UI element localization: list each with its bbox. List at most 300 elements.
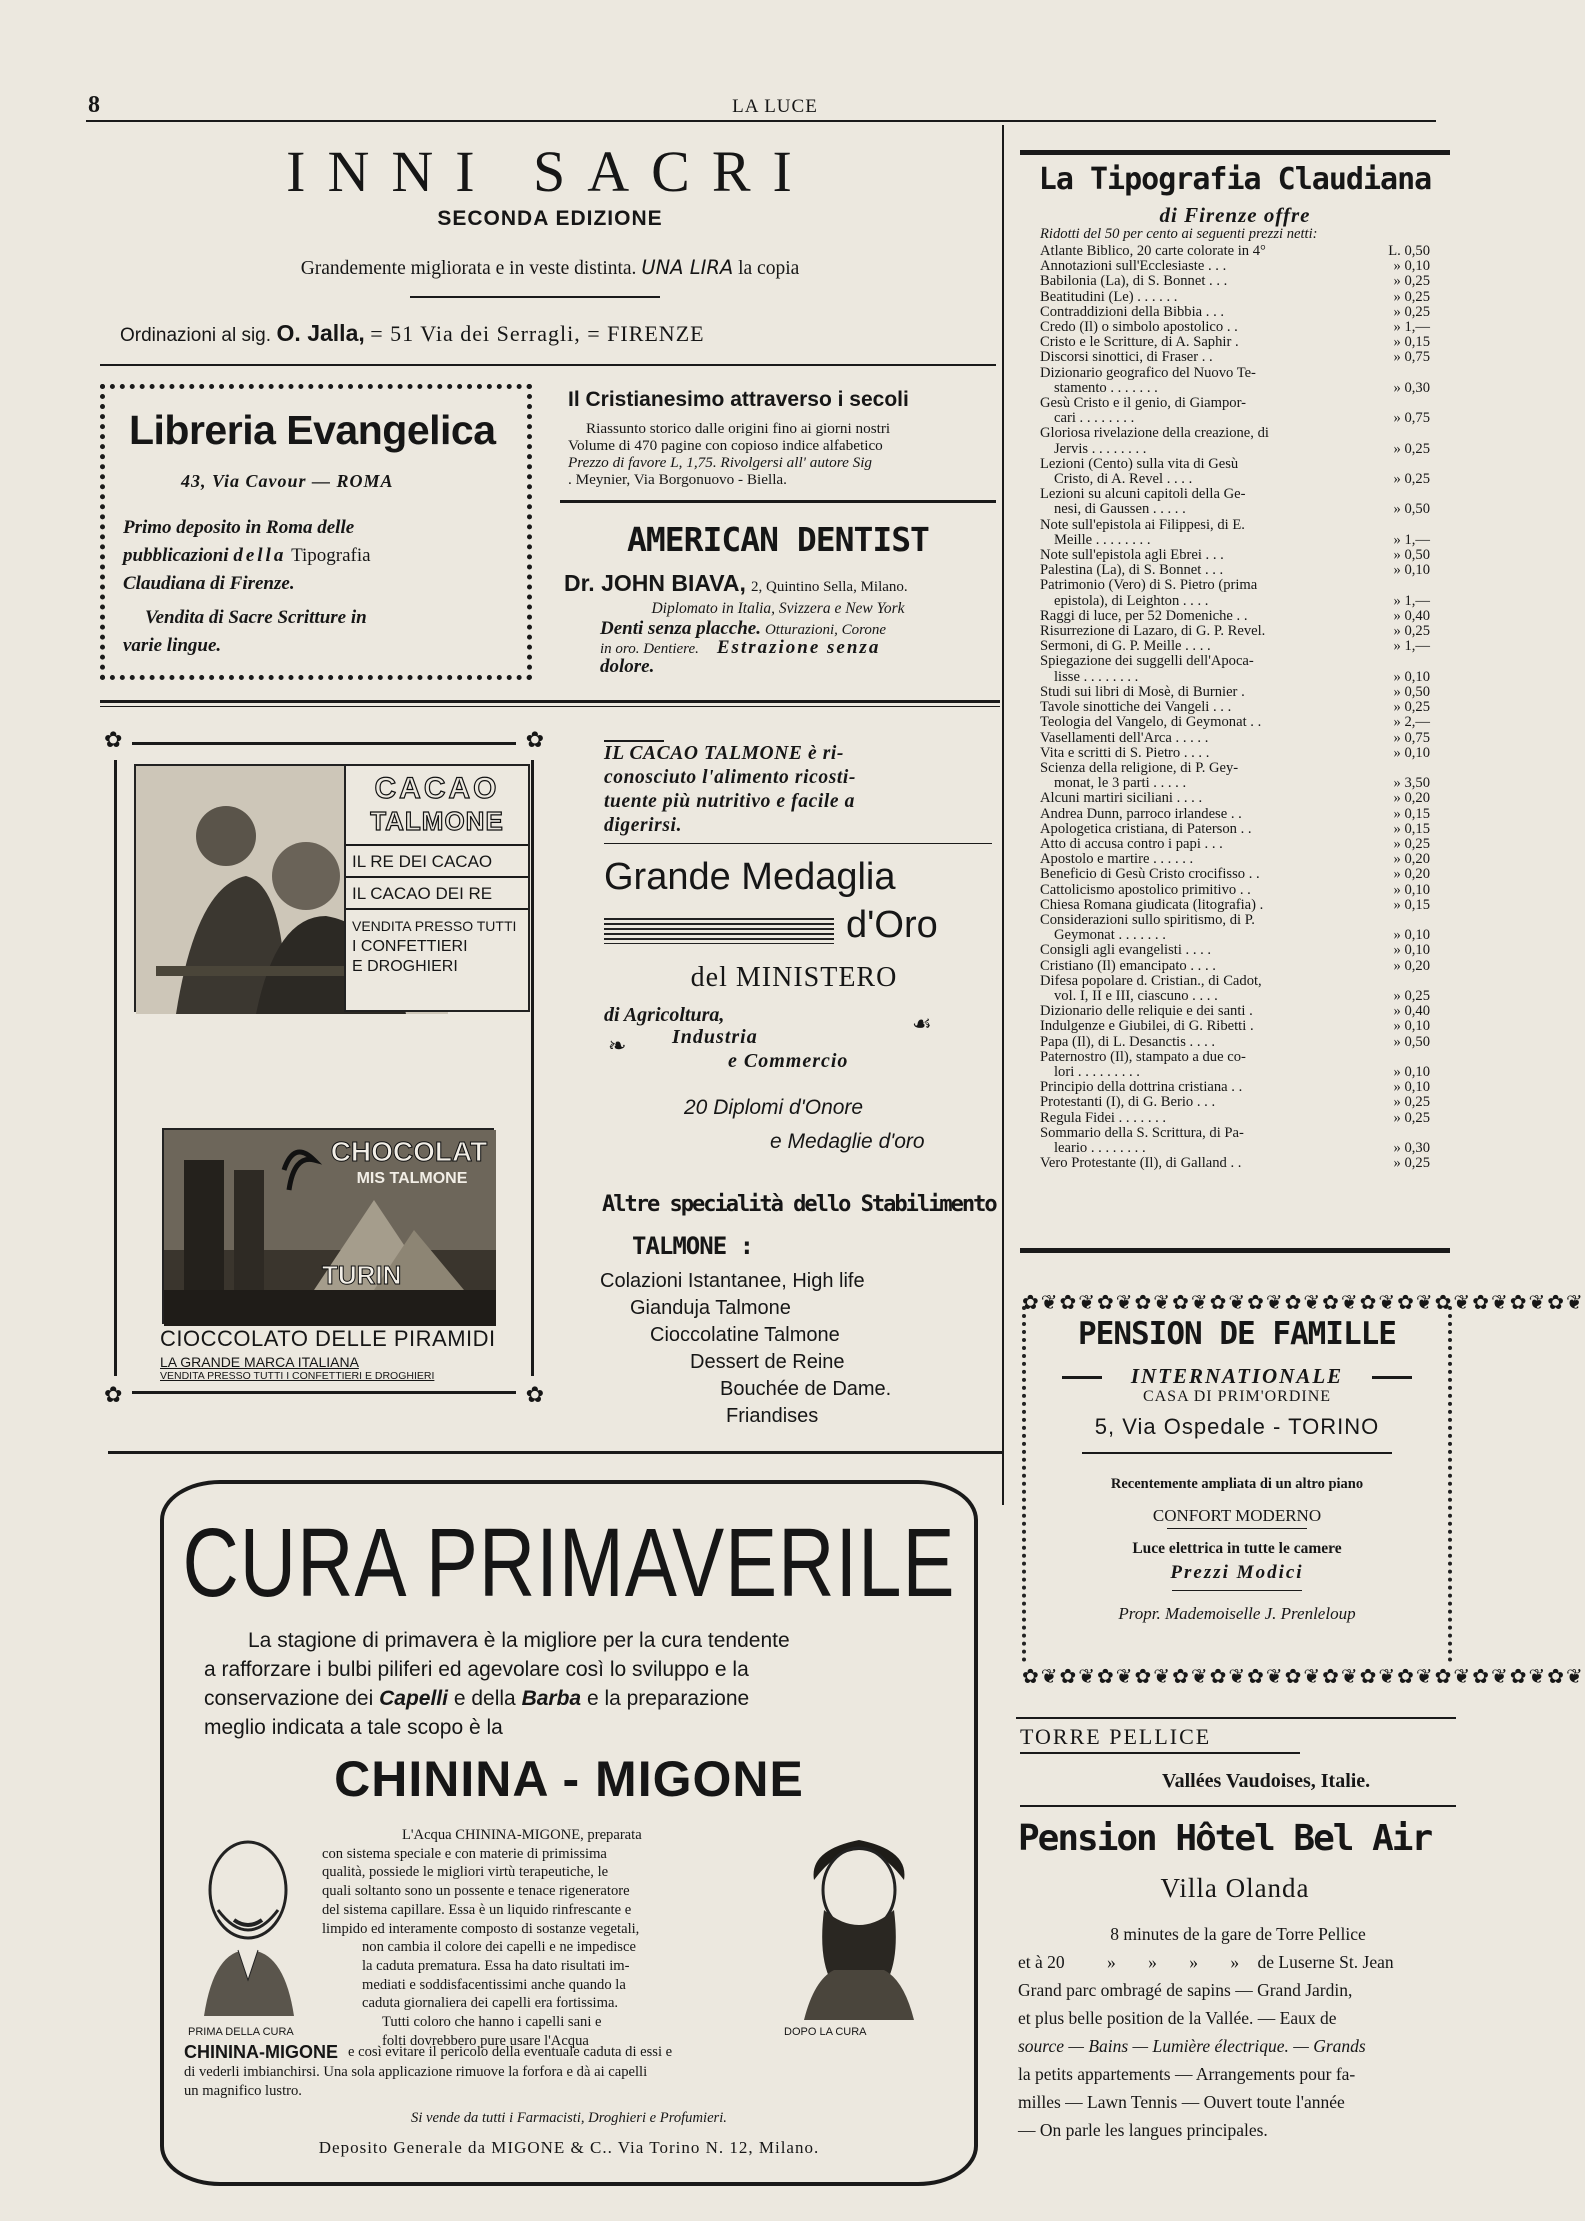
torre-l2b: » » » » <box>1107 1952 1254 1972</box>
pension-famille-address: 5, Via Ospedale - TORINO <box>1094 1414 1380 1439</box>
price-list-price: » 0,30 <box>1393 379 1430 396</box>
price-list-row <box>1040 548 1430 563</box>
pension-subtitle-rule-left <box>1062 1376 1102 1379</box>
talmone-frame-bottom <box>132 1391 516 1394</box>
talmone-items <box>600 1268 980 1430</box>
ministero: del MINISTERO <box>690 962 898 993</box>
price-list-title: Considerazioni sullo spiritismo, di P. <box>1040 911 1255 928</box>
tipografia-subtitle: di Firenze offre <box>1159 203 1311 227</box>
price-list-price: » 1,— <box>1393 319 1430 336</box>
price-list-row <box>1040 244 1430 259</box>
bald-man-portrait-icon <box>184 1820 314 2016</box>
tipografia-top-rule <box>1020 150 1450 155</box>
price-list-price: » 0,50 <box>1393 501 1430 518</box>
torre-l2c: de Luserne St. Jean <box>1257 1952 1394 1972</box>
cura-box <box>160 1480 978 2186</box>
libreria-line5: varie lingue. <box>123 635 222 656</box>
altre2: TALMONE : <box>632 1232 754 1260</box>
cura-p3a: conservazione dei <box>204 1687 374 1710</box>
tipografia-price-list <box>1040 244 1430 1171</box>
talmone-item: Cioccolatine Talmone <box>650 1324 840 1346</box>
libreria-line1: Primo deposito in Roma delle <box>123 517 355 538</box>
price-list-title: Alcuni martiri siciliani . . . . <box>1040 790 1203 807</box>
cura-body-line: caduta giornaliera dei capelli era fortissima. <box>362 1995 619 2012</box>
price-list-row <box>1040 502 1430 517</box>
price-list-price: » 0,25 <box>1393 1109 1430 1126</box>
cura-p3e: e la preparazione <box>586 1687 750 1710</box>
inni-price: UNA LIRA <box>641 256 734 279</box>
cura-brand: CHININA - MIGONE <box>334 1751 804 1807</box>
inni-title: INNI SACRI <box>286 139 814 204</box>
tipografia-title: La Tipografia Claudiana <box>1038 162 1432 197</box>
price-list-row <box>1040 1035 1430 1050</box>
price-list-title: cari . . . . . . . . <box>1054 410 1135 427</box>
price-list-row <box>1040 1004 1430 1019</box>
price-list-row <box>1040 776 1430 791</box>
price-list-row <box>1040 913 1430 928</box>
price-list-price <box>1372 487 1430 502</box>
ornament-leaf-icon: ☙ <box>912 1012 932 1037</box>
cristianesimo-l4: . Meynier, Via Borgonuovo - Biella. <box>568 471 787 488</box>
price-list-title: Gesù Cristo e il genio, di Giampor- <box>1040 395 1247 412</box>
order-address: = 51 Via dei Serragli, = FIRENZE <box>370 321 705 346</box>
price-list-price: » 0,20 <box>1393 790 1430 807</box>
order-prefix: Ordinazioni al sig. <box>120 325 272 346</box>
talmone-item: Gianduja Talmone <box>630 1297 791 1319</box>
price-list-title: Tavole sinottiche dei Vangeli . . . <box>1040 699 1232 716</box>
price-list-price: » 0,25 <box>1393 987 1430 1004</box>
price-list-price: » 1,— <box>1393 592 1430 609</box>
price-list-title: Vero Protestante (Il), di Galland . . <box>1040 1155 1242 1172</box>
talmone-intro <box>604 742 1004 838</box>
price-list-price: » 0,25 <box>1393 835 1430 852</box>
price-list-price: » 0,25 <box>1393 440 1430 457</box>
dentist-title: AMERICAN DENTIST <box>627 520 929 559</box>
cura-body-line: limpido ed interamente composto di sostanze vegetali, <box>322 1920 640 1937</box>
price-list-title: Teologia del Vangelo, di Geymonat . . <box>1040 714 1262 731</box>
torre-l3: Grand parc ombragé de sapins — Grand Jardin, <box>1018 1980 1353 2000</box>
medal-hatch-decoration <box>604 918 834 944</box>
cura-tail3: un magnifico lustro. <box>184 2083 302 2099</box>
mid-rule-2 <box>100 706 1000 707</box>
libreria-title: Libreria Evangelica <box>129 407 496 453</box>
price-list-title: leario . . . . . . . . <box>1054 1139 1146 1156</box>
price-list-row <box>1040 1141 1430 1156</box>
pension-confort-rule <box>1167 1528 1307 1529</box>
price-list-price: » 0,10 <box>1393 744 1430 761</box>
price-list-row <box>1040 654 1430 669</box>
ornament-corner-icon: ✿ <box>104 728 123 753</box>
price-list-price: » 0,10 <box>1393 942 1430 959</box>
libreria-address: 43, Via Cavour — ROMA <box>181 471 394 491</box>
torre-l4: et plus belle position de la Vallée. — Eaux de <box>1018 2008 1337 2028</box>
price-list-title: Vita e scritti di S. Pietro . . . . <box>1040 744 1210 761</box>
cura-body-line: non cambia il colore dei capelli e ne impedisce <box>362 1939 636 1956</box>
price-list-row <box>1040 1126 1430 1141</box>
cacao-label-panel <box>344 764 530 1012</box>
tipografia-intro: Ridotti del 50 per cento ai seguenti prezzi netti: <box>1040 226 1318 242</box>
price-list-title: Indulgenze e Giubilei, di G. Ribetti . <box>1040 1018 1254 1035</box>
price-list-title: Studi sui libri di Mosè, di Burnier . <box>1040 683 1245 700</box>
cristianesimo-l1: Riassunto storico dalle origini fino ai giorni nostri <box>586 420 891 437</box>
choc-title1: CHOCOLAT <box>330 1136 488 1167</box>
price-list-title: Beatitudini (Le) . . . . . . <box>1040 288 1178 305</box>
price-list-price: » 0,10 <box>1393 1063 1430 1080</box>
cura-body-line: folti dovrebbero pure usare l'Acqua <box>382 2032 589 2049</box>
price-list-row <box>1040 259 1430 274</box>
inni-price-suffix: la copia <box>738 258 800 279</box>
portrait-after <box>784 1820 934 2020</box>
commercio: e Commercio <box>728 1050 849 1072</box>
price-list-price: » 0,40 <box>1393 607 1430 624</box>
price-list-title: Credo (Il) o simbolo apostolico . . <box>1040 319 1238 336</box>
cura-tail1: e così evitare il pericolo della eventuale caduta di essi e <box>348 2044 673 2060</box>
price-list-row <box>1040 1156 1430 1171</box>
price-list-row <box>1040 305 1430 320</box>
price-list-price: » 0,75 <box>1393 349 1430 366</box>
torre-l7: milles — Lawn Tennis — Ouvert toute l'année <box>1018 2092 1345 2112</box>
price-list-row <box>1040 822 1430 837</box>
price-list-row <box>1040 898 1430 913</box>
torre-l1: 8 minutes de la gare de Torre Pellice <box>1110 1924 1366 1944</box>
price-list-title: Lezioni (Cento) sulla vita di Gesù <box>1040 455 1239 472</box>
libreria-box <box>100 384 532 680</box>
choc-title2: MIS TALMONE <box>356 1170 468 1187</box>
cura-body-line: con sistema speciale e con materie di primissima <box>322 1845 607 1862</box>
cristianesimo-body <box>568 420 998 488</box>
price-list-row <box>1040 320 1430 335</box>
cura-body-line: la caduta prematura. Essa ha dato risultati im- <box>362 1957 630 1974</box>
price-list-price: » 0,25 <box>1393 699 1430 716</box>
price-list-price: » 0,15 <box>1393 820 1430 837</box>
price-list-price <box>1372 1126 1430 1141</box>
price-list-title: Sermoni, di G. P. Meille . . . . <box>1040 638 1211 655</box>
price-list-row <box>1040 624 1430 639</box>
price-list-title: Raggi di luce, per 52 Domeniche . . <box>1040 607 1248 624</box>
dentist-line5: dolore. <box>600 656 655 677</box>
cura-body-line: mediati e soddisfacentissimi anche quando la <box>362 1976 626 1993</box>
price-list-price <box>1372 761 1430 776</box>
price-list-title: Babilonia (La), di S. Bonnet . . . <box>1040 273 1228 290</box>
talmone-l2: conosciuto l'alimento ricosti- <box>604 767 857 788</box>
cura-brand2: CHININA-MIGONE <box>184 2042 338 2062</box>
dentist-line4b: Estrazione senza <box>716 637 881 658</box>
cacao-title1: CACAO <box>374 772 500 805</box>
price-list-row <box>1040 487 1430 502</box>
torre-top-rule <box>1016 1717 1456 1719</box>
price-list-price: » 0,30 <box>1393 1139 1430 1156</box>
price-list-row <box>1040 928 1430 943</box>
ornament-border-icon: ✿❦✿❦✿❦✿❦✿❦✿❦✿❦✿❦✿❦✿❦✿❦✿❦✿❦✿❦✿❦ <box>1022 1290 1585 1314</box>
dentist-name-line <box>564 570 1004 597</box>
price-list-row <box>1040 974 1430 989</box>
price-list-row <box>1040 381 1430 396</box>
cura-p3d: Barba <box>521 1687 582 1710</box>
price-list-price: L. 0,50 <box>1388 243 1430 259</box>
cura-vende: Si vende da tutti i Farmacisti, Droghieri e Profumieri. <box>411 2110 727 2126</box>
price-list-row <box>1040 1080 1430 1095</box>
price-list-row <box>1040 1111 1430 1126</box>
price-list-row <box>1040 274 1430 289</box>
cristianesimo-rule <box>560 500 996 503</box>
price-list-price: » 0,75 <box>1393 729 1430 746</box>
torre-vallees-rule <box>1020 1805 1456 1807</box>
price-list-title: Sommario della S. Scrittura, di Pa- <box>1040 1124 1244 1141</box>
pension-famille-propr: Propr. Mademoiselle J. Prenleloup <box>1118 1604 1356 1623</box>
price-list-price: » 1,— <box>1393 531 1430 548</box>
talmone-frame-top <box>132 742 516 745</box>
price-list-row <box>1040 715 1430 730</box>
price-list-row <box>1040 761 1430 776</box>
dentist-line4a: in oro. Dentiere. <box>600 641 699 657</box>
cacao-l5: E DROGHIERI <box>352 958 458 975</box>
talmone-frame-right <box>531 760 534 1376</box>
price-list-row <box>1040 411 1430 426</box>
price-list-title: lori . . . . . . . . . <box>1054 1063 1140 1080</box>
price-list-price: » 0,10 <box>1393 668 1430 685</box>
cacao-panel-rule <box>346 876 528 878</box>
price-list-row <box>1040 685 1430 700</box>
price-list-row <box>1040 350 1430 365</box>
price-list-row <box>1040 578 1430 593</box>
price-list-title: Contraddizioni della Bibbia . . . <box>1040 303 1225 320</box>
cacao-bottom3: VENDITA PRESSO TUTTI I CONFETTIERI E DROGHIERI <box>160 1370 435 1382</box>
price-list-price: » 0,10 <box>1393 881 1430 898</box>
price-list-title: Apologetica cristiana, di Paterson . . <box>1040 820 1252 837</box>
price-list-title: epistola), di Leighton . . . . <box>1054 592 1209 609</box>
price-list-title: Vasellamenti dell'Arca . . . . . <box>1040 729 1209 746</box>
inni-description: Grandemente migliorata e in veste distinta. <box>300 258 637 279</box>
price-list-title: Dizionario delle reliquie e dei santi . <box>1040 1003 1253 1020</box>
price-list-title: Regula Fidei . . . . . . . <box>1040 1109 1167 1126</box>
price-list-title: Dizionario geografico del Nuovo Te- <box>1040 364 1256 381</box>
bearded-man-portrait-icon <box>784 1820 934 2020</box>
cura-dopo: DOPO LA CURA <box>784 2026 867 2038</box>
price-list-row <box>1040 533 1430 548</box>
price-list-price: » 0,10 <box>1393 562 1430 579</box>
torre-l2 <box>1018 1948 1458 1976</box>
price-list-row <box>1040 670 1430 685</box>
price-list-title: Risurrezione di Lazaro, di G. P. Revel. <box>1040 623 1266 640</box>
price-list-row <box>1040 791 1430 806</box>
price-list-price: » 0,25 <box>1393 273 1430 290</box>
price-list-row <box>1040 883 1430 898</box>
price-list-title: stamento . . . . . . . <box>1054 379 1158 396</box>
cura-body-line: Tutti coloro che hanno i capelli sani e <box>382 2014 602 2031</box>
libreria-line2 <box>123 545 371 567</box>
inni-edition: SECONDA EDIZIONE <box>437 207 663 230</box>
price-list-row <box>1040 457 1430 472</box>
price-list-price: » 0,50 <box>1393 1033 1430 1050</box>
torre-l8: — On parle les langues principales. <box>1018 2120 1268 2140</box>
libreria-line2c: Tipografia <box>291 545 371 566</box>
price-list-price <box>1372 974 1430 989</box>
pyramids-illustration <box>162 1128 494 1324</box>
pension-famille-confort: CONFORT MODERNO <box>1152 1506 1322 1525</box>
agricoltura: di Agricoltura, <box>604 1004 725 1026</box>
cacao-title2: TALMONE <box>370 806 504 836</box>
dentist-address: 2, Quintino Sella, Milano. <box>751 579 908 595</box>
cura-p3b: Capelli <box>379 1687 448 1710</box>
price-list-row <box>1040 639 1430 654</box>
price-list-title: Cristo, di A. Revel . . . . <box>1054 471 1193 488</box>
portrait-before <box>184 1820 314 2016</box>
cacao-l2: IL CACAO DEI RE <box>352 884 493 903</box>
price-list-price: » 0,10 <box>1393 1079 1430 1096</box>
price-list-price <box>1372 578 1430 593</box>
price-list-title: lisse . . . . . . . . <box>1054 668 1139 685</box>
price-list-title: Apostolo e martire . . . . . . <box>1040 851 1194 868</box>
price-list-price <box>1372 518 1430 533</box>
price-list-title: nesi, di Gaussen . . . . . <box>1054 501 1186 518</box>
price-list-row <box>1040 837 1430 852</box>
talmone-item: Bouchée de Dame. <box>720 1378 892 1400</box>
torre-villa: Villa Olanda <box>1160 1873 1310 1903</box>
price-list-price: » 0,20 <box>1393 957 1430 974</box>
cacao-panel-rule <box>346 844 528 846</box>
price-list-row <box>1040 563 1430 578</box>
pension-famille-prezzi: Prezzi Modici <box>1170 1562 1304 1583</box>
price-list-price: » 0,10 <box>1393 1018 1430 1035</box>
cristianesimo-l2: Volume di 470 pagine con copioso indice alfabetico <box>568 437 883 454</box>
price-list-row <box>1040 335 1430 350</box>
price-list-row <box>1040 1095 1430 1110</box>
price-list-price <box>1372 457 1430 472</box>
dentist-line3b: Otturazioni, Corone <box>764 622 887 638</box>
price-list-title: Palestina (La), di S. Bonnet . . . <box>1040 562 1224 579</box>
mid-rule-1 <box>100 700 1000 703</box>
medal-line2: d'Oro <box>846 904 938 946</box>
cacao-l4: I CONFETTIERI <box>352 938 468 955</box>
pension-subtitle-rule-right <box>1372 1376 1412 1379</box>
libreria-line2a: pubblicazioni <box>123 545 229 566</box>
price-list-price: » 0,40 <box>1393 1003 1430 1020</box>
dentist-line3a: Denti senza placche. <box>600 618 761 639</box>
header-rule <box>86 120 1436 122</box>
cura-tail2: di vederli imbianchirsi. Una sola applicazione rimuove la forfora e dà ai capelli <box>184 2064 648 2080</box>
price-list-price <box>1372 913 1430 928</box>
price-list-row <box>1040 807 1430 822</box>
cura-p2: a rafforzare i bulbi piliferi ed agevolare così lo sviluppo e la <box>204 1658 749 1681</box>
pension-famille-luce: Luce elettrica in tutte le camere <box>1132 1540 1342 1557</box>
price-list-title: Annotazioni sull'Ecclesiaste . . . <box>1040 258 1227 275</box>
price-list-row <box>1040 396 1430 411</box>
diplomi1: 20 Diplomi d'Onore <box>684 1096 864 1119</box>
talmone-image-ad <box>104 728 544 1408</box>
pension-famille-subtitle: INTERNATIONALE <box>1130 1364 1344 1388</box>
price-list-row <box>1040 731 1430 746</box>
dentist-name: Dr. JOHN BIAVA, <box>564 570 746 596</box>
price-list-title: Patrimonio (Vero) di S. Pietro (prima <box>1040 577 1258 594</box>
price-list-price: » 1,— <box>1393 638 1430 655</box>
price-list-row <box>1040 746 1430 761</box>
talmone-l3: tuente più nutritivo e facile a <box>604 791 855 812</box>
cacao-bottom1: CIOCCOLATO DELLE PIRAMIDI <box>160 1326 496 1351</box>
price-list-title: Note sull'epistola ai Filippesi, di E. <box>1040 516 1245 533</box>
inni-order-line <box>120 320 1000 347</box>
dentist-line4 <box>600 637 1000 659</box>
price-list-title: Atlante Biblico, 20 carte colorate in 4° <box>1040 243 1266 259</box>
talmone-l4: digerirsi. <box>604 815 683 836</box>
price-list-row <box>1040 1019 1430 1034</box>
torre-l2a: et à 20 <box>1018 1952 1065 1972</box>
price-list-title: Cattolicismo apostolico primitivo . . <box>1040 881 1251 898</box>
price-list-title: Beneficio di Gesù Cristo crocifisso . . <box>1040 866 1260 883</box>
ornament-leaf-icon: ❧ <box>608 1034 627 1059</box>
ornament-corner-icon: ✿ <box>104 1383 123 1408</box>
ornament-corner-icon: ✿ <box>525 728 544 753</box>
libreria-line4: Vendita di Sacre Scritture in <box>145 607 367 628</box>
cura-body-line: del sistema capillare. Essa è un liquido rinfrescante e <box>322 1901 632 1918</box>
page-number: 8 <box>88 92 100 118</box>
price-list-price <box>1372 396 1430 411</box>
price-list-price: » 0,25 <box>1393 1094 1430 1111</box>
price-list-price: » 0,20 <box>1393 866 1430 883</box>
torre-vallees: Vallées Vaudoises, Italie. <box>1162 1770 1371 1792</box>
price-list-title: Gloriosa rivelazione della creazione, di <box>1040 425 1269 442</box>
price-list-title: Note sull'epistola agli Ebrei . . . <box>1040 547 1224 564</box>
price-list-price: » 0,10 <box>1393 927 1430 944</box>
price-list-price: » 0,50 <box>1393 547 1430 564</box>
altre1: Altre specialità dello Stabilimento <box>602 1192 996 1217</box>
torre-l5: source — Bains — Lumière électrique. — Grands <box>1018 2036 1366 2056</box>
talmone-frame-left <box>114 760 117 1376</box>
price-list-row <box>1040 442 1430 457</box>
cura-p3c: e della <box>453 1687 516 1710</box>
price-list-title: monat, le 3 parti . . . . . <box>1054 775 1187 792</box>
price-list-title: Meille . . . . . . . . <box>1054 531 1151 548</box>
torre-l6: la petits appartements — Arrangements pour fa- <box>1018 2064 1356 2084</box>
price-list-title: Geymonat . . . . . . . <box>1054 927 1166 944</box>
price-list-price: » 0,25 <box>1393 471 1430 488</box>
price-list-title: Principio della dottrina cristiana . . <box>1040 1079 1243 1096</box>
price-list-price <box>1372 1050 1430 1065</box>
price-list-price: » 0,15 <box>1393 805 1430 822</box>
cacao-l3: VENDITA PRESSO TUTTI <box>352 918 517 934</box>
pension-prezzi-rule <box>1172 1590 1302 1591</box>
price-list-price: » 2,— <box>1393 714 1430 731</box>
libreria-line3: Claudiana di Firenze. <box>123 573 295 594</box>
cristianesimo-title: Il Cristianesimo attraverso i secoli <box>568 388 909 411</box>
cura-deposito: Deposito Generale da MIGONE & C.. Via Torino N. 12, Milano. <box>318 2138 820 2157</box>
cacao-bottom2: LA GRANDE MARCA ITALIANA <box>160 1354 359 1370</box>
price-list-price <box>1372 654 1430 669</box>
price-list-price: » 0,25 <box>1393 288 1430 305</box>
price-list-title: Scienza della religione, di P. Gey- <box>1040 759 1239 776</box>
cura-p3 <box>204 1684 964 1713</box>
price-list-title: Protestanti (I), di G. Berio . . . <box>1040 1094 1216 1111</box>
price-list-title: Chiesa Romana giudicata (litografia) . <box>1040 896 1264 913</box>
price-list-row <box>1040 700 1430 715</box>
industria: Industria <box>672 1026 758 1048</box>
newspaper-title: LA LUCE <box>732 96 818 117</box>
price-list-title: Lezioni su alcuni capitoli della Ge- <box>1040 486 1246 503</box>
cura-body-line: quali soltanto sono un possente e tenace rigeneratore <box>322 1883 630 1900</box>
talmone-item: Friandises <box>726 1405 819 1427</box>
cura-body-line: qualità, possiede le migliori virtù terapeutiche, le <box>322 1864 609 1881</box>
cura-p1: La stagione di primavera è la migliore per la cura tendente <box>248 1629 790 1652</box>
talmone-item: Colazioni Istantanee, High life <box>600 1270 865 1292</box>
inni-bottom-rule <box>100 364 996 366</box>
price-list-row <box>1040 1065 1430 1080</box>
price-list-row <box>1040 959 1430 974</box>
price-list-price <box>1372 426 1430 441</box>
price-list-title: Discorsi sinottici, di Fraser . . <box>1040 349 1213 366</box>
price-list-row <box>1040 989 1430 1004</box>
tipografia-bottom-rule <box>1020 1248 1450 1253</box>
cacao-l1: IL RE DEI CACAO <box>352 852 493 871</box>
inni-short-rule <box>410 296 660 298</box>
